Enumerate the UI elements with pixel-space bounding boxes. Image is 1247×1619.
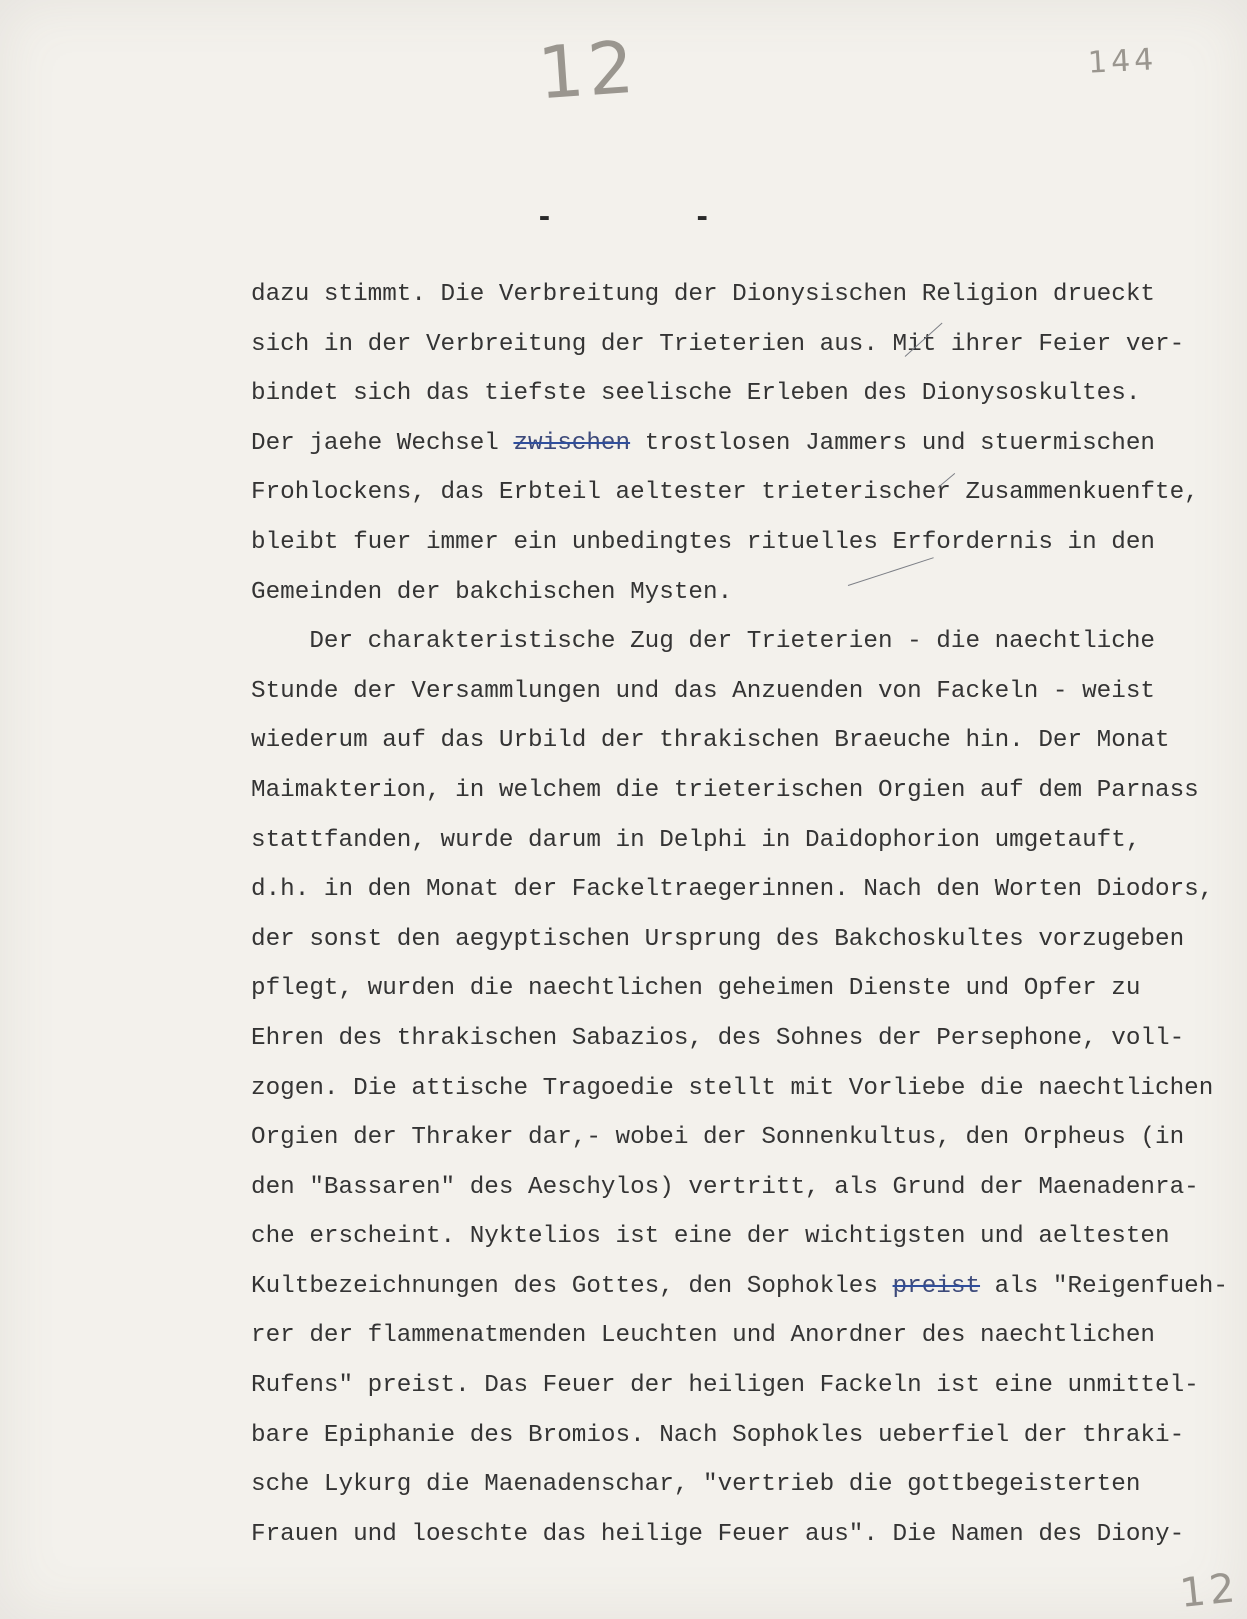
text-line	[251, 915, 1231, 965]
text-line	[251, 369, 1231, 419]
line-text: bleibt fuer immer ein unbedingtes rituelles Erfordernis in den	[251, 528, 1155, 556]
text-line	[251, 617, 1231, 667]
line-text: Orgien der Thraker dar,- wobei der Sonnenkultus, den Orpheus (in	[251, 1124, 1185, 1152]
text-line	[251, 1510, 1231, 1560]
line-text: Frohlockens, das Erbteil aeltester trieterischer Zusammenkuenfte,	[251, 479, 1199, 507]
line-text: Stunde der Versammlungen und das Anzuenden von Fackeln - weist	[251, 677, 1155, 705]
text-line	[251, 1262, 1231, 1312]
line-text: zogen. Die attische Tragoedie stellt mit Vorliebe die naechtlichen	[251, 1074, 1214, 1102]
line-text: bindet sich das tiefste seelische Erleben des Dionysoskultes.	[251, 380, 1141, 408]
text-line	[251, 270, 1231, 320]
pencil-corner-number: 12	[1177, 1565, 1242, 1617]
line-text: Der charakteristische Zug der Trieterien - die naechtliche	[251, 628, 1155, 656]
text-line	[251, 1311, 1231, 1361]
pencil-page-number: 12	[535, 24, 641, 116]
line-text: Frauen und loeschte das heilige Feuer aus". Die Namen des Diony-	[251, 1520, 1185, 1548]
text-line	[251, 667, 1231, 717]
text-line	[251, 1163, 1231, 1213]
text-line	[251, 320, 1231, 370]
text-line	[251, 716, 1231, 766]
line-text: sich in der Verbreitung der Trieterien aus. Mit ihrer Feier ver-	[251, 330, 1185, 358]
line-text: Kultbezeichnungen des Gottes, den Sophokles	[251, 1272, 893, 1300]
line-text: dazu stimmt. Die Verbreitung der Dionysischen Religion drueckt	[251, 281, 1155, 308]
text-line	[251, 766, 1231, 816]
text-line	[251, 518, 1231, 568]
line-text: Rufens" preist. Das Feuer der heiligen Fackeln ist eine unmittel-	[251, 1372, 1199, 1400]
text-line	[251, 1212, 1231, 1262]
text-line	[251, 1014, 1231, 1064]
text-line	[251, 964, 1231, 1014]
text-line	[251, 1361, 1231, 1411]
struck-word: preist	[892, 1272, 981, 1300]
line-text: Ehren des thrakischen Sabazios, des Sohnes der Persephone, voll-	[251, 1024, 1185, 1052]
text-line	[251, 1460, 1231, 1510]
text-line	[251, 468, 1231, 518]
text-line	[251, 1411, 1231, 1461]
line-text: d.h. in den Monat der Fackeltraegerinnen. Nach den Worten Diodors,	[251, 876, 1214, 904]
line-text: trostlosen Jammers und stuermischen	[630, 429, 1156, 457]
pencil-folio-number: 144	[1087, 42, 1159, 81]
text-line	[251, 1113, 1231, 1163]
typescript-body	[251, 270, 1231, 1559]
line-text: rer der flammenatmenden Leuchten und Anordner des naechtlichen	[251, 1322, 1155, 1350]
line-text: wiederum auf das Urbild der thrakischen Braeuche hin. Der Monat	[251, 727, 1170, 755]
line-text: Gemeinden der bakchischen Mysten.	[251, 578, 733, 606]
line-text: stattfanden, wurde darum in Delphi in Daidophorion umgetauft,	[251, 826, 1141, 854]
text-line	[251, 865, 1231, 915]
line-text: pflegt, wurden die naechtlichen geheimen Dienste und Opfer zu	[251, 975, 1141, 1003]
line-text: als "Reigenfueh-	[980, 1272, 1228, 1300]
text-line	[251, 419, 1231, 469]
text-line	[251, 1064, 1231, 1114]
line-text: der sonst den aegyptischen Ursprung des Bakchoskultes vorzugeben	[251, 925, 1185, 953]
text-line	[251, 816, 1231, 866]
line-text: sche Lykurg die Maenadenschar, "vertrieb die gottbegeisterten	[251, 1471, 1141, 1499]
struck-word: zwischen	[513, 429, 631, 457]
line-text: Maimakterion, in welchem die trieterischen Orgien auf dem Parnass	[251, 776, 1199, 804]
line-text: che erscheint. Nyktelios ist eine der wichtigsten und aeltesten	[251, 1223, 1170, 1251]
line-text: bare Epiphanie des Bromios. Nach Sophokles ueberfiel der thraki-	[251, 1421, 1185, 1449]
line-text: den "Bassaren" des Aeschylos) vertritt, als Grund der Maenadenra-	[251, 1173, 1199, 1201]
text-line	[251, 568, 1231, 618]
line-text: Der jaehe Wechsel	[251, 429, 514, 457]
page-header-dashes: - -	[536, 200, 773, 233]
